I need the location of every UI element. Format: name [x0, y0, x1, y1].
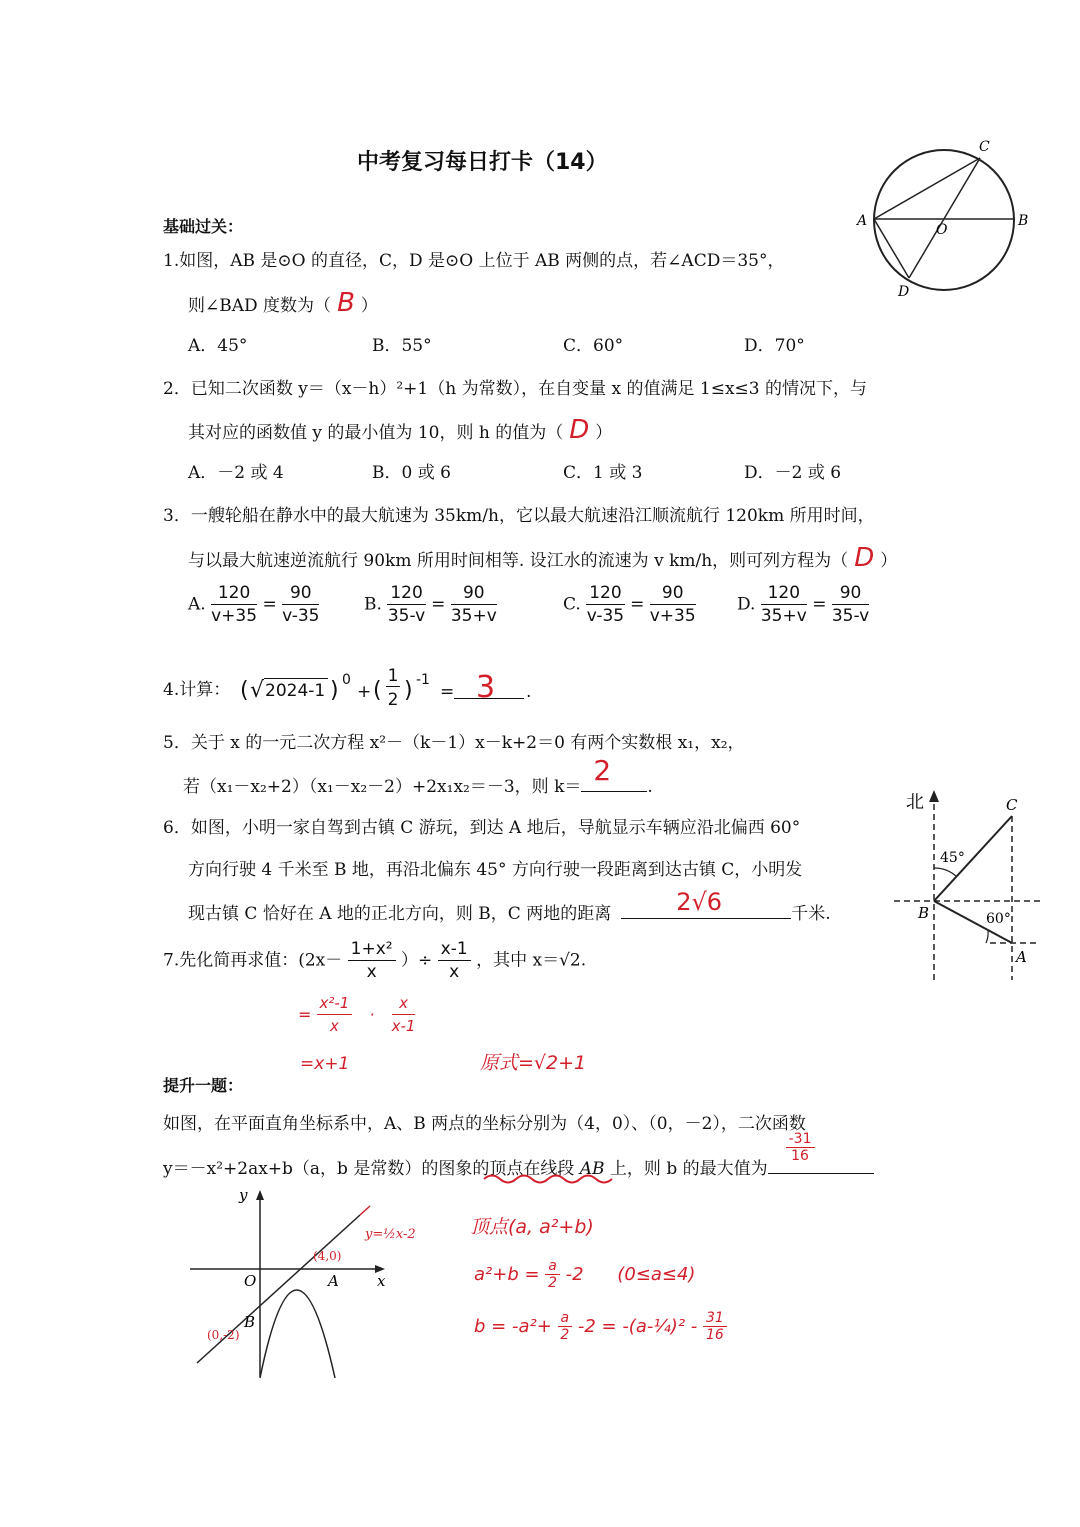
improve-fig-line-label: y=½x-2 [365, 1227, 416, 1242]
q4-end: . [526, 682, 532, 702]
improve-answer-n: -31 [786, 1131, 815, 1148]
q4-label: 4.计算： [163, 680, 231, 700]
q1-prompt: 则∠BAD 度数为（ [188, 296, 332, 316]
q6-fig-60: 60° [986, 911, 1011, 927]
improve-line2-a: y＝－x²+2ax+b（a，b 是常数）的图象的 [163, 1159, 490, 1179]
q2-prompt: 其对应的函数值 y 的最小值为 10，则 h 的值为（ [188, 423, 564, 443]
improve-fig-pt-a: (4,0) [313, 1249, 342, 1263]
q1-option-d: D．70° [744, 336, 805, 356]
improve-answer [786, 1131, 815, 1164]
fig1-label-a: A [857, 213, 868, 229]
q3-option-d [737, 582, 869, 627]
q3-b-f2n: 90 [451, 582, 497, 605]
q3-answer: D [854, 543, 875, 573]
q6-figure [890, 780, 1050, 990]
improve-figure [185, 1182, 445, 1382]
improve-line2-b: 顶点在线段 [489, 1159, 575, 1179]
q7-work1 [298, 992, 415, 1037]
improve-work2-cond: (0≤a≤4) [617, 1264, 696, 1285]
improve-work3-rd: 16 [705, 1327, 724, 1343]
improve-work3-result [703, 1310, 727, 1343]
q3-a-f2n: 90 [282, 582, 319, 605]
improve-line2-c: AB [574, 1159, 605, 1179]
q3-b-frac2 [451, 582, 497, 627]
q3-a-eq: = [262, 594, 277, 615]
q5-end: . [647, 777, 653, 797]
wavy-underline [482, 1172, 622, 1186]
q2-option-d: D．－2 或 6 [744, 463, 842, 483]
improve-fig-b: B [244, 1313, 256, 1331]
q3-c-f1d: v-35 [586, 606, 625, 626]
q7-f1d: x [366, 962, 377, 982]
q2-line2 [188, 415, 613, 445]
improve-work2-a: a²+b = [474, 1264, 546, 1285]
q7-work1-f2d: x-1 [391, 1017, 416, 1035]
q3-option-d-label: D. [737, 594, 756, 615]
q7-work1-f1d: x [329, 1017, 339, 1035]
q3-line2 [188, 543, 898, 573]
q7-work1-frac1 [317, 992, 353, 1037]
improve-work3-rn: 31 [703, 1310, 727, 1327]
q7-work1-frac2 [392, 992, 416, 1037]
q1-option-a: A．45° [188, 336, 248, 356]
q5-prompt: 若（x₁－x₂+2）（x₁－x₂－2）+2x₁x₂＝－3，则 k＝ [183, 777, 582, 797]
q3-b-eq: = [431, 594, 446, 615]
q6-fig-b: B [918, 904, 930, 922]
improve-work2-b: -2 [565, 1264, 584, 1285]
fig1-label-d: D [898, 284, 910, 300]
q3-c-f2n: 90 [650, 582, 696, 605]
improve-line1: 如图，在平面直角坐标系中，A、B 两点的坐标分别为（4，0）、（0，－2），二次函数 [163, 1114, 806, 1134]
q2-close: ） [595, 423, 613, 443]
q1-line2 [188, 288, 378, 318]
q3-option-c-label: C. [563, 594, 581, 615]
q6-unit: 千米. [791, 904, 831, 924]
fig1-label-b: B [1018, 213, 1029, 229]
q1-option-b: B．55° [372, 336, 432, 356]
q3-option-b-label: B. [364, 594, 382, 615]
q3-b-frac1 [387, 582, 425, 627]
q6-fig-a: A [1016, 948, 1027, 966]
q3-d-frac1 [761, 582, 807, 627]
q7-work1-eq: = [298, 1005, 312, 1024]
q1-close: ） [360, 296, 378, 316]
q1-option-c: C．60° [563, 336, 624, 356]
q4-answer: 3 [476, 670, 496, 705]
circle-figure [850, 130, 1050, 300]
fig1-label-c: C [979, 139, 990, 155]
improve-work3-fd: 2 [560, 1327, 570, 1343]
q7-tail: ，其中 x＝√2. [476, 950, 587, 971]
q7-line [163, 938, 586, 983]
q7-work1-f2n: x [392, 992, 416, 1015]
q3-option-b [364, 582, 497, 627]
improve-work2-fd: 2 [548, 1275, 558, 1291]
q3-d-f2d: 35-v [831, 606, 870, 626]
improve-fig-a: A [328, 1272, 339, 1290]
improve-fig-y: y [239, 1186, 248, 1204]
improve-work3-frac [558, 1310, 573, 1343]
improve-fig-o: O [244, 1272, 257, 1290]
q3-a-frac1 [211, 582, 257, 627]
q7-frac2 [438, 938, 471, 983]
q2-answer: D [569, 415, 590, 445]
improve-answer-d: 16 [791, 1148, 809, 1164]
q7-work1-f1n: x²-1 [317, 992, 353, 1015]
q3-d-f1d: 35+v [760, 606, 807, 626]
improve-work2 [474, 1258, 695, 1291]
q6-line3 [188, 888, 831, 924]
q3-a-f1n: 120 [211, 582, 257, 605]
improve-work1: 顶点(a, a²+b) [470, 1216, 594, 1238]
q3-c-frac2 [650, 582, 696, 627]
q6-blank [621, 888, 791, 919]
q3-line1: 3．一艘轮船在静水中的最大航速为 35km/h，它以最大航速沿江顺流航行 120km 所用时间， [163, 506, 875, 526]
q3-a-f2d: v-35 [282, 606, 320, 626]
q3-close: ） [880, 551, 898, 571]
improve-work3 [474, 1310, 727, 1343]
q5-line1: 5．关于 x 的一元二次方程 x²－（k－1）x－k+2＝0 有两个实数根 x₁，x₂， [163, 733, 745, 753]
q6-fig-north: 北 [906, 792, 924, 813]
improve-work3-a: b = -a²+ [474, 1316, 552, 1337]
q7-f2d: x [449, 962, 460, 982]
q5-line2 [183, 754, 653, 797]
fig1-label-o: O [936, 222, 948, 238]
q3-d-frac2 [832, 582, 869, 627]
q6-prompt: 现古镇 C 恰好在 A 地的正北方向，则 B，C 两地的距离 [188, 904, 612, 924]
q7-div: ）÷ [401, 950, 433, 971]
q4-frac-d: 2 [387, 690, 399, 710]
q3-c-f1n: 120 [586, 582, 624, 605]
q7-work2: =x+1 [300, 1054, 350, 1074]
q6-answer: 2√6 [676, 888, 723, 916]
q3-d-eq: = [812, 594, 827, 615]
q7-f2n: x-1 [438, 938, 471, 961]
improve-work2-fn: a [545, 1258, 560, 1275]
q3-d-f1n: 120 [761, 582, 807, 605]
q4-root: 2024-1 [265, 681, 326, 701]
q6-fig-c: C [1006, 796, 1018, 814]
q3-c-eq: = [630, 594, 645, 615]
q3-a-frac2 [282, 582, 319, 627]
page-title: 中考复习每日打卡（14） [357, 150, 608, 175]
q2-line1: 2．已知二次函数 y＝（x－h）²+1（h 为常数），在自变量 x 的值满足 1≤x≤3 的情况下，与 [163, 379, 867, 399]
improve-line2-d: 上，则 b 的最大值为 [604, 1159, 768, 1179]
section-basic: 基础过关： [163, 217, 244, 236]
q3-b-f2d: 35+v [450, 606, 497, 626]
q7-label: 7.先化简再求值：(2x－ [163, 950, 343, 971]
q6-line2: 方向行驶 4 千米至 B 地，再沿北偏东 45° 方向行驶一段距离到达古镇 C，小明发 [188, 860, 803, 880]
q7-work1-dot: · [369, 1005, 375, 1024]
q6-line1: 6．如图，小明一家自驾到古镇 C 游玩，到达 A 地后，导航显示车辆应沿北偏西 60° [163, 818, 801, 838]
q3-a-f1d: v+35 [211, 606, 258, 626]
q4-frac-n: 1 [387, 666, 399, 686]
q1-line1: 1.如图，AB 是⊙O 的直径，C，D 是⊙O 上位于 AB 两侧的点，若∠ACD＝35°， [163, 251, 785, 271]
improve-work3-b: -2 = -(a-¼)² - [577, 1316, 703, 1337]
improve-fig-pt-b: (0,-2) [207, 1328, 240, 1342]
improve-work3-fn: a [558, 1310, 573, 1327]
q7-frac1 [348, 938, 396, 983]
q3-c-f2d: v+35 [649, 606, 696, 626]
q5-blank [581, 754, 647, 792]
q3-prompt: 与以最大航速逆流航行 90km 所用时间相等. 设江水的流速为 v km/h，则可列方程为（ [188, 551, 849, 571]
q3-option-c [563, 582, 696, 627]
q1-answer: B [337, 288, 355, 318]
q4-eq: = [440, 682, 455, 702]
q4-plus: + [357, 682, 372, 702]
q7-work3: 原式=√2+1 [480, 1052, 587, 1074]
q2-option-a: A．－2 或 4 [188, 463, 284, 483]
q4-expm1: -1 [416, 672, 430, 688]
q2-option-b: B．0 或 6 [372, 463, 451, 483]
improve-work2-frac [545, 1258, 560, 1291]
q3-b-f1n: 120 [387, 582, 425, 605]
q6-fig-45: 45° [940, 850, 965, 866]
q3-c-frac1 [586, 582, 624, 627]
q4-exp0: 0 [342, 672, 351, 688]
q3-b-f1d: 35-v [387, 606, 426, 626]
q2-option-c: C．1 或 3 [563, 463, 643, 483]
q7-f1n: 1+x² [348, 938, 396, 961]
q3-option-a [188, 582, 319, 627]
improve-blank [768, 1131, 874, 1174]
q3-option-a-label: A. [188, 594, 206, 615]
improve-fig-x: x [377, 1272, 386, 1290]
q5-answer: 2 [593, 754, 612, 787]
section-improve: 提升一题： [163, 1076, 244, 1095]
q3-d-f2n: 90 [832, 582, 869, 605]
